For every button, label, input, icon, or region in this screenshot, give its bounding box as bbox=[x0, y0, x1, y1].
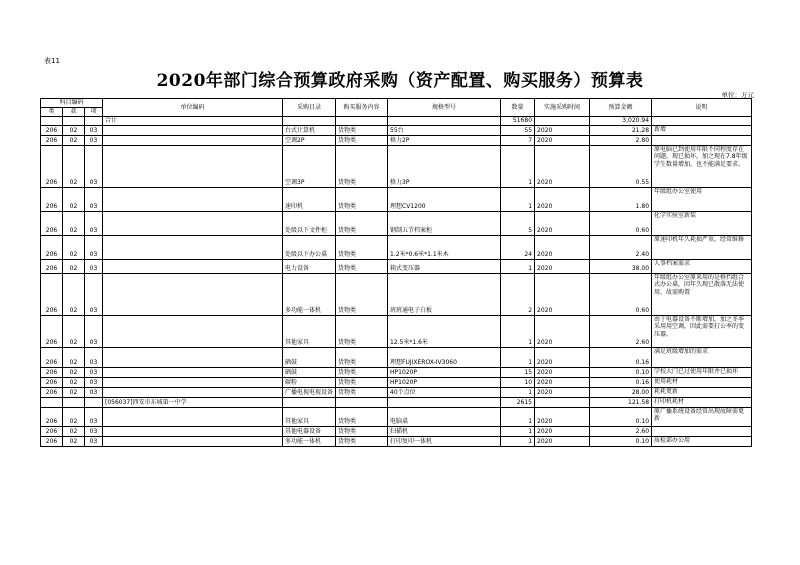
cell-qty: 1 bbox=[501, 145, 535, 187]
cell-note: 化学实验室新装 bbox=[652, 211, 752, 235]
cell-time: 2020 bbox=[535, 367, 590, 377]
cell-kuan: 02 bbox=[63, 273, 85, 315]
cell-unit-code bbox=[103, 145, 283, 187]
cell-lei: 206 bbox=[41, 135, 63, 145]
cell-service: 货物类 bbox=[336, 235, 388, 259]
cell-amount: 0.10 bbox=[590, 367, 652, 377]
cell-time: 2020 bbox=[535, 259, 590, 273]
cell-lei: 206 bbox=[41, 235, 63, 259]
cell-kuan: 02 bbox=[63, 315, 85, 347]
table-row bbox=[41, 397, 752, 407]
cell-unit-code bbox=[103, 235, 283, 259]
cell-kuan: 02 bbox=[63, 377, 85, 387]
cell-spec: 扫描机 bbox=[388, 426, 501, 436]
cell-catalog: 其他家具 bbox=[283, 407, 336, 426]
header-spec: 规格型号 bbox=[388, 99, 501, 117]
cell-lei: 206 bbox=[41, 187, 63, 211]
cell-unit-code bbox=[103, 347, 283, 367]
cell-kuan: 02 bbox=[63, 145, 85, 187]
cell-catalog: 其他电器设备 bbox=[283, 426, 336, 436]
cell-qty: 2615 bbox=[501, 397, 535, 407]
cell-qty: 1 bbox=[501, 259, 535, 273]
cell-time bbox=[535, 397, 590, 407]
cell-lei: 206 bbox=[41, 436, 63, 446]
cell-amount: 0.55 bbox=[590, 145, 652, 187]
table-row bbox=[41, 259, 752, 273]
cell-service: 货物类 bbox=[336, 145, 388, 187]
cell-kuan: 02 bbox=[63, 436, 85, 446]
cell-service: 货物类 bbox=[336, 211, 388, 235]
cell-lei: 206 bbox=[41, 259, 63, 273]
cell-spec: 40个点位 bbox=[388, 387, 501, 397]
cell-time: 2020 bbox=[535, 145, 590, 187]
cell-service: 货物类 bbox=[336, 407, 388, 426]
cell-qty: 15 bbox=[501, 367, 535, 377]
cell-unit-code bbox=[103, 315, 283, 347]
cell-lei bbox=[41, 397, 63, 407]
cell-spec: 钢制五节档案柜 bbox=[388, 211, 501, 235]
cell-lei: 206 bbox=[41, 273, 63, 315]
cell-catalog: 多功能一体机 bbox=[283, 436, 336, 446]
cell-unit-code bbox=[103, 367, 283, 377]
cell-xiang: 03 bbox=[85, 211, 103, 235]
header-catalog: 采购目录 bbox=[283, 99, 336, 117]
cell-note: 原广播系统设备经常出现故障需更新 bbox=[652, 407, 752, 426]
cell-service: 货物类 bbox=[336, 125, 388, 135]
cell-lei: 206 bbox=[41, 315, 63, 347]
cell-kuan: 02 bbox=[63, 187, 85, 211]
cell-unit-code: 合计 bbox=[103, 116, 283, 125]
cell-unit-code bbox=[103, 259, 283, 273]
cell-kuan: 02 bbox=[63, 135, 85, 145]
cell-catalog: 碳粉 bbox=[283, 377, 336, 387]
cell-xiang: 03 bbox=[85, 125, 103, 135]
cell-qty: 1 bbox=[501, 387, 535, 397]
cell-xiang: 03 bbox=[85, 145, 103, 187]
cell-spec bbox=[388, 116, 501, 125]
cell-time: 2020 bbox=[535, 347, 590, 367]
cell-unit-code bbox=[103, 125, 283, 135]
cell-catalog bbox=[283, 116, 336, 125]
cell-catalog: 硒鼓 bbox=[283, 367, 336, 377]
cell-note: 打印机耗材 bbox=[652, 397, 752, 407]
header-note: 说明 bbox=[652, 99, 752, 117]
cell-qty: 1 bbox=[501, 315, 535, 347]
cell-note: 学校大门已过使用年限并已损坏 bbox=[652, 367, 752, 377]
cell-service: 货物类 bbox=[336, 187, 388, 211]
cell-qty: 2 bbox=[501, 273, 535, 315]
cell-catalog: 硒鼓 bbox=[283, 347, 336, 367]
table-body bbox=[41, 116, 752, 446]
cell-kuan: 02 bbox=[63, 387, 85, 397]
cell-service: 货物类 bbox=[336, 315, 388, 347]
cell-note: 人事档案需求 bbox=[652, 259, 752, 273]
cell-kuan: 02 bbox=[63, 407, 85, 426]
table-row bbox=[41, 235, 752, 259]
cell-qty: 10 bbox=[501, 377, 535, 387]
cell-time: 2020 bbox=[535, 377, 590, 387]
cell-service bbox=[336, 397, 388, 407]
table-row bbox=[41, 367, 752, 377]
cell-xiang: 03 bbox=[85, 315, 103, 347]
cell-kuan: 02 bbox=[63, 259, 85, 273]
cell-spec: HP1020P bbox=[388, 367, 501, 377]
cell-unit-code bbox=[103, 135, 283, 145]
cell-service: 货物类 bbox=[336, 135, 388, 145]
header-xiang: 项 bbox=[85, 107, 103, 116]
cell-note: 满足班级增加的需求 bbox=[652, 347, 752, 367]
header-kuan: 款 bbox=[63, 107, 85, 116]
cell-amount: 2.40 bbox=[590, 235, 652, 259]
cell-note: 使用耗材 bbox=[652, 377, 752, 387]
cell-time: 2020 bbox=[535, 135, 590, 145]
cell-service: 货物类 bbox=[336, 259, 388, 273]
cell-lei: 206 bbox=[41, 145, 63, 187]
cell-qty: 5 bbox=[501, 211, 535, 235]
cell-note: 耗耗更新 bbox=[652, 387, 752, 397]
cell-amount: 21.28 bbox=[590, 125, 652, 135]
cell-time: 2020 bbox=[535, 387, 590, 397]
cell-qty: 1 bbox=[501, 347, 535, 367]
header-lei: 类 bbox=[41, 107, 63, 116]
cell-qty: 1 bbox=[501, 426, 535, 436]
cell-xiang: 03 bbox=[85, 235, 103, 259]
cell-time: 2020 bbox=[535, 187, 590, 211]
cell-service: 货物类 bbox=[336, 387, 388, 397]
header-service: 购买服务内容 bbox=[336, 99, 388, 117]
cell-service: 货物类 bbox=[336, 273, 388, 315]
table-number: 表11 bbox=[44, 57, 60, 65]
cell-note: 原电脑已到使用年限不同程度存在问题，现已损坏，加之现在7.8年级学生数量增加，也不能满足要求。 bbox=[652, 145, 752, 187]
cell-lei: 206 bbox=[41, 367, 63, 377]
table-row bbox=[41, 377, 752, 387]
cell-note: 新增 bbox=[652, 125, 752, 135]
cell-spec: 1.2米*0.6米*1.1米木 bbox=[388, 235, 501, 259]
cell-kuan: 02 bbox=[63, 367, 85, 377]
cell-unit-code bbox=[103, 211, 283, 235]
cell-note bbox=[652, 116, 752, 125]
cell-xiang: 03 bbox=[85, 259, 103, 273]
cell-kuan bbox=[63, 397, 85, 407]
cell-spec: 格力3P bbox=[388, 145, 501, 187]
cell-time: 2020 bbox=[535, 273, 590, 315]
cell-spec: HP1020P bbox=[388, 377, 501, 387]
cell-spec: 电脑桌 bbox=[388, 407, 501, 426]
cell-qty: 24 bbox=[501, 235, 535, 259]
table-row bbox=[41, 145, 752, 187]
cell-catalog bbox=[283, 397, 336, 407]
cell-lei: 206 bbox=[41, 407, 63, 426]
cell-kuan: 02 bbox=[63, 426, 85, 436]
cell-kuan: 02 bbox=[63, 347, 85, 367]
cell-time: 2020 bbox=[535, 436, 590, 446]
cell-xiang: 03 bbox=[85, 367, 103, 377]
cell-spec: 班班通电子白板 bbox=[388, 273, 501, 315]
cell-lei: 206 bbox=[41, 426, 63, 436]
cell-catalog: 处级以下文件柜 bbox=[283, 211, 336, 235]
cell-service: 货物类 bbox=[336, 426, 388, 436]
cell-amount: 121.58 bbox=[590, 397, 652, 407]
cell-service: 货物类 bbox=[336, 367, 388, 377]
cell-service: 货物类 bbox=[336, 347, 388, 367]
cell-lei bbox=[41, 116, 63, 125]
cell-xiang: 03 bbox=[85, 347, 103, 367]
cell-lei: 206 bbox=[41, 347, 63, 367]
cell-unit-code bbox=[103, 407, 283, 426]
cell-unit-code bbox=[103, 377, 283, 387]
cell-catalog: 电力设备 bbox=[283, 259, 336, 273]
cell-amount: 3,020.94 bbox=[590, 116, 652, 125]
cell-unit-code bbox=[103, 187, 283, 211]
cell-amount: 2.80 bbox=[590, 135, 652, 145]
cell-time: 2020 bbox=[535, 235, 590, 259]
cell-xiang: 03 bbox=[85, 426, 103, 436]
cell-xiang: 03 bbox=[85, 407, 103, 426]
header-unit-code: 单位编码 bbox=[103, 99, 283, 117]
header-amount: 预算金额 bbox=[590, 99, 652, 117]
cell-unit-code bbox=[103, 387, 283, 397]
cell-spec: 打印复印一体机 bbox=[388, 436, 501, 446]
cell-spec: 格力2P bbox=[388, 135, 501, 145]
cell-amount: 38.00 bbox=[590, 259, 652, 273]
table-row bbox=[41, 125, 752, 135]
header-qty: 数量 bbox=[501, 99, 535, 117]
cell-amount: 0.60 bbox=[590, 211, 652, 235]
page-title: 2020年部门综合预算政府采购（资产配置、购买服务）预算表 bbox=[156, 71, 644, 91]
cell-unit-code bbox=[103, 273, 283, 315]
cell-catalog: 速印机 bbox=[283, 187, 336, 211]
cell-time: 2020 bbox=[535, 407, 590, 426]
table-row bbox=[41, 273, 752, 315]
cell-unit-code bbox=[103, 426, 283, 436]
cell-catalog: 空调2P bbox=[283, 135, 336, 145]
cell-note: 由于电器设备不断增加，加之冬季采用用空调，因此需要打公率的变压器。 bbox=[652, 315, 752, 347]
cell-service: 货物类 bbox=[336, 436, 388, 446]
cell-amount: 28.00 bbox=[590, 387, 652, 397]
cell-qty: 1 bbox=[501, 407, 535, 426]
cell-catalog: 广播电视电视设备 bbox=[283, 387, 336, 397]
cell-spec: 55台 bbox=[388, 125, 501, 135]
table-row bbox=[41, 436, 752, 446]
cell-lei: 206 bbox=[41, 125, 63, 135]
header-subject-code: 科目编码 bbox=[41, 99, 103, 108]
cell-amount: 0.60 bbox=[590, 273, 652, 315]
cell-amount: 2.60 bbox=[590, 426, 652, 436]
table-row bbox=[41, 347, 752, 367]
cell-note: 原速印机年久耗损严重，经常维修 bbox=[652, 235, 752, 259]
cell-time: 2020 bbox=[535, 211, 590, 235]
cell-spec: 箱式变压器 bbox=[388, 259, 501, 273]
cell-xiang: 03 bbox=[85, 135, 103, 145]
cell-xiang: 03 bbox=[85, 387, 103, 397]
cell-qty: 55 bbox=[501, 125, 535, 135]
cell-lei: 206 bbox=[41, 377, 63, 387]
table-row bbox=[41, 315, 752, 347]
cell-note bbox=[652, 426, 752, 436]
table-row bbox=[41, 387, 752, 397]
cell-note: 年级组办公室原来用的是格挡组合式办公桌，因年久现已散落无法使用，故需购置 bbox=[652, 273, 752, 315]
cell-lei: 206 bbox=[41, 211, 63, 235]
cell-service bbox=[336, 116, 388, 125]
cell-catalog: 多功能一体机 bbox=[283, 273, 336, 315]
cell-time: 2020 bbox=[535, 426, 590, 436]
cell-note: 年级组办公室使用 bbox=[652, 187, 752, 211]
cell-xiang bbox=[85, 116, 103, 125]
cell-qty: 51680 bbox=[501, 116, 535, 125]
cell-spec: 理想FUJIXEROX-IV3060 bbox=[388, 347, 501, 367]
table-row bbox=[41, 211, 752, 235]
cell-spec: 12.5米*1.6米 bbox=[388, 315, 501, 347]
cell-qty: 1 bbox=[501, 187, 535, 211]
cell-amount: 0.10 bbox=[590, 407, 652, 426]
cell-amount: 0.16 bbox=[590, 377, 652, 387]
cell-note bbox=[652, 135, 752, 145]
cell-catalog: 其他家具 bbox=[283, 315, 336, 347]
cell-spec: 理想CV1200 bbox=[388, 187, 501, 211]
cell-qty: 1 bbox=[501, 436, 535, 446]
unit-label: 单位：万元 bbox=[721, 91, 754, 99]
table-row bbox=[41, 426, 752, 436]
cell-spec bbox=[388, 397, 501, 407]
table-row bbox=[41, 116, 752, 125]
cell-amount: 1.80 bbox=[590, 187, 652, 211]
cell-catalog: 台式计算机 bbox=[283, 125, 336, 135]
cell-xiang: 03 bbox=[85, 187, 103, 211]
cell-time: 2020 bbox=[535, 125, 590, 135]
cell-qty: 7 bbox=[501, 135, 535, 145]
cell-unit-code: [056037]西安市东城第一中学 bbox=[103, 397, 283, 407]
cell-time bbox=[535, 116, 590, 125]
cell-kuan: 02 bbox=[63, 211, 85, 235]
cell-catalog: 空调3P bbox=[283, 145, 336, 187]
cell-catalog: 处级以下办公桌 bbox=[283, 235, 336, 259]
cell-kuan bbox=[63, 116, 85, 125]
cell-xiang: 03 bbox=[85, 273, 103, 315]
cell-xiang bbox=[85, 397, 103, 407]
cell-amount: 0.16 bbox=[590, 347, 652, 367]
cell-unit-code bbox=[103, 436, 283, 446]
cell-time: 2020 bbox=[535, 315, 590, 347]
cell-kuan: 02 bbox=[63, 235, 85, 259]
cell-service: 货物类 bbox=[336, 377, 388, 387]
header-time: 实施采购时间 bbox=[535, 99, 590, 117]
cell-lei: 206 bbox=[41, 387, 63, 397]
table-row bbox=[41, 187, 752, 211]
cell-xiang: 03 bbox=[85, 377, 103, 387]
cell-xiang: 03 bbox=[85, 436, 103, 446]
cell-note: 质检部办公用 bbox=[652, 436, 752, 446]
table-row bbox=[41, 135, 752, 145]
cell-amount: 0.10 bbox=[590, 436, 652, 446]
table-row bbox=[41, 407, 752, 426]
budget-table bbox=[40, 98, 752, 447]
cell-amount: 2.60 bbox=[590, 315, 652, 347]
cell-kuan: 02 bbox=[63, 125, 85, 135]
